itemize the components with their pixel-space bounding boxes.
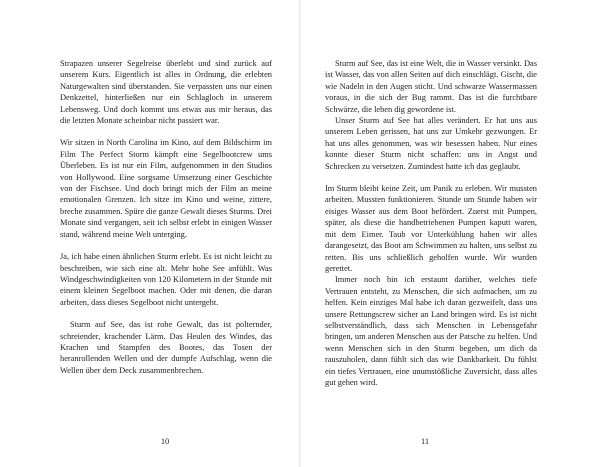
page-number-right: 11 [420,437,430,446]
left-paragraph-2: Wir sitzen in North Carolina im Kino, auf dem Bildschirm im Film The Perfect Storm kämpft eine Segelbootcrew ums Überleben. Es ist nur ein Film, aufgenommen in den Studios von Hollywood. Eine sorgsame Umsetzung einer Geschichte von der Fischsee. Und doch bringt mich der Film an meine emotionalen Grenzen. Ich sitze im Kino und weine, zittere, breche zusammen. Spüre die ganze Gewalt dieses Sturms. Drei Monate sind vergangen, seit ich selbst erlebt in einigen Wasser stand, während meine Welt unterging. [60,138,272,239]
page-number-left: 10 [160,437,170,446]
right-paragraph-2: Unser Sturm auf See hat alles verändert. Er hat uns aus unserem Leben gerissen, hat uns zur Umkehr gezwungen. Er hat uns alles genommen, was wir besessen haben. Nur eines konnte dieser Sturm nicht schaffen: uns in Angst und Schrecken zu versetzen. Zumindest hatte ich das geglaubt. [325,116,537,171]
left-page [60,58,272,376]
left-paragraph-4: Sturm auf See, das ist rohe Gewalt, das ist polternder, schreiender, krachender Lärm. Das Heulen des Windes, das Krachen und Stampfen des Bootes, das Tosen der heranrollenden Wellen und der dumpfe Aufschlag, wenn die Wellen über dem Deck zusammenbrechen. [60,320,272,375]
right-paragraph-4: Immer noch bin ich erstaunt darüber, welches tiefe Vertrauen entsteht, zu Menschen, die sich aufmachen, um zu helfen. Kein einziges Mal habe ich daran gezweifelt, dass uns unsere Rettungscrew sicher an Land bringen wird. Es ist nicht selbstverständlich, dass sich Menschen in Lebensgefahr bringen, um anderen Menschen aus der Patsche zu helfen. Und wenn Menschen sich in den Sturm begeben, um dich da rauszuholen, dann fühlt sich das wie Dankbarkeit. Du fühlst ein tiefes Vertrauen, eine unumstößliche Zuversicht, dass alles gut gehen wird. [325,275,537,387]
right-paragraph-3: Im Sturm bleibt keine Zeit, um Panik zu erleben. Wir mussten arbeiten. Mussten funktionieren. Stunde um Stunde haben wir eisiges Wasser aus dem Boot befördert. Zuerst mit Pumpen, später, als diese die handbetriebenen Pumpen kaputt waren, mit dem Eimer. Taub vor Unterkühlung haben wir alles darangesetzt, das Boot am Schwimmen zu halten, uns selbst zu retten. Bis uns schließlich geholfen wurde. Wir wurden gerettet. [325,184,537,273]
left-paragraph-3: Ja, ich habe einen ähnlichen Sturm erlebt. Es ist nicht leicht zu beschreiben, wie sich eine alt. Mehr hohe See anfühlt. Was Windgeschwindigkeiten von 120 Kilometern in der Stunde mit einem kleinen Segelboot machen. Oder mit denen, die daran arbeiten, dass dieses Segelboot nicht untergeht. [60,252,272,307]
book-gutter [299,0,301,467]
right-paragraph-1: Sturm auf See, das ist eine Welt, die in Wasser versinkt. Das ist Wasser, das von allen Seiten auf dich einschlägt. Gischt, die wie Nadeln in den Augen sticht. Und schwarze Wassermassen voraus, in die sich der Bug rammt. Das ist die furchtbare Schwärze, die leben dig gewordene ist. [325,59,537,114]
right-page [325,58,537,388]
left-paragraph-1: Strapazen unserer Segelreise überlebt und sind zurück auf unserem Kurs. Eigentlich ist alles in Ordnung, die erlebten Naturgewalten sind überstanden. Sie verpassten uns nur einen Denkzettel, hinterließen nur ein Schlagloch in unserem Lebensweg. Und doch kommt uns etwas aus mir heraus, das die letzten Monate scheinbar nicht passiert war. [60,59,272,126]
